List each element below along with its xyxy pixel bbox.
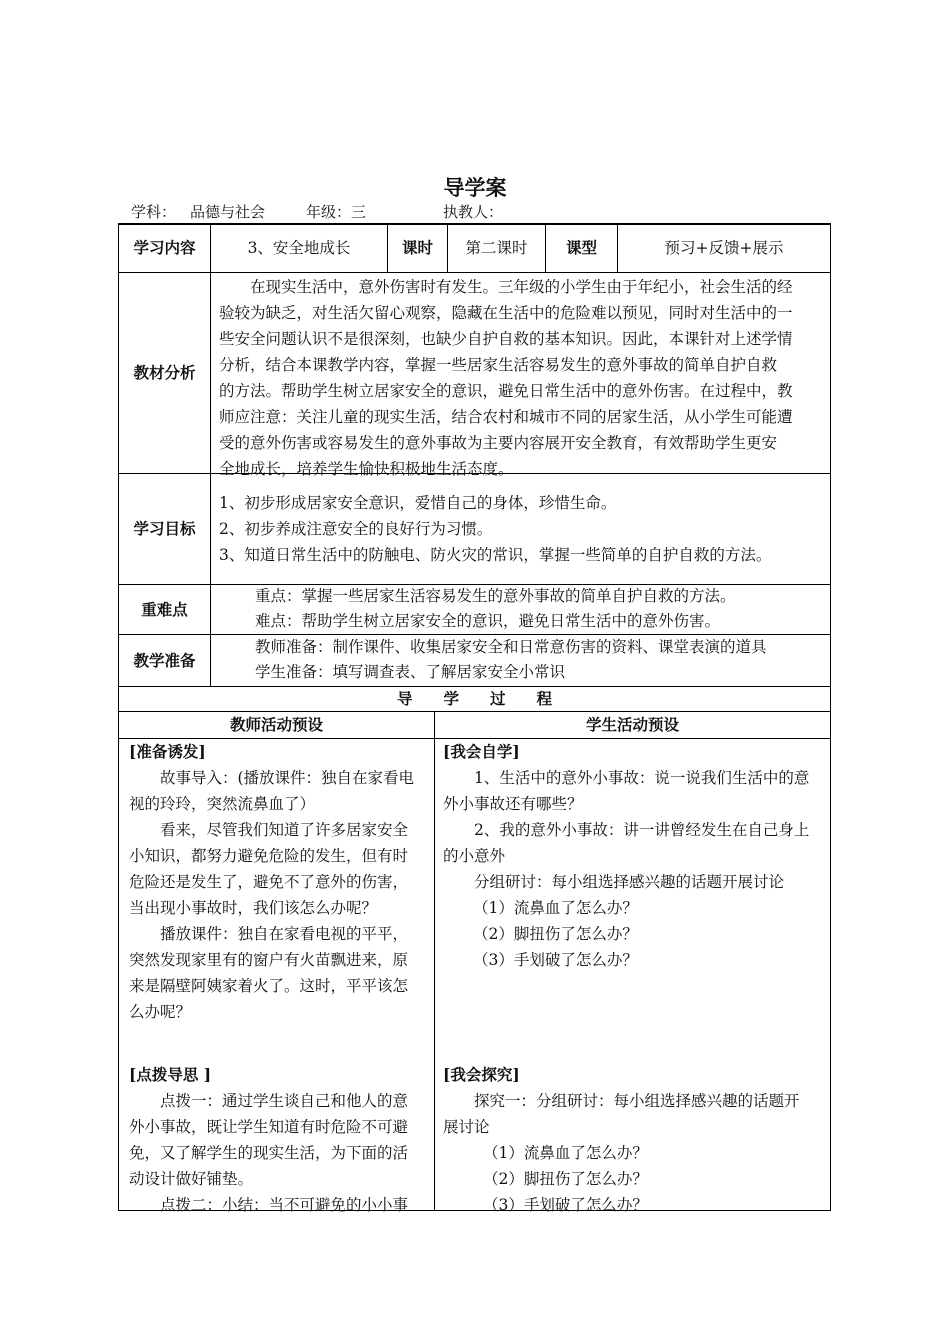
goals-label: 学习目标 [133, 520, 196, 538]
analysis-line: 验较为缺乏，对生活欠留心观察，隐藏在生活中的危险难以预见，同时对生活中的一 [219, 304, 793, 322]
teacher-section-2 [129, 1062, 431, 1218]
subject-label: 学科： [131, 203, 177, 221]
student-section-2 [443, 1062, 827, 1218]
teacher-sec2-title: [点拨导思 ] [129, 1065, 212, 1084]
teacher-sec2-line: 点拨一：通过学生谈自己和他人的意 [160, 1092, 409, 1110]
teacher-sec2-line: 外小事故，既让学生知道有时危险不可避 [129, 1118, 409, 1136]
teacher-sec1-line: 危险还是发生了，避免不了意外的伤害， [129, 873, 409, 891]
student-sec2-line: （2）脚扭伤了怎么办？ [483, 1170, 648, 1188]
goal-item: 3、知道日常生活中的防触电、防火灾的常识，掌握一些简单的自护自救的方法。 [219, 546, 772, 564]
teacher-col-header: 教师活动预设 [229, 716, 323, 734]
analysis-line: 受的意外伤害或容易发生的意外事故为主要内容展开安全教育，有效帮助学生更安 [219, 434, 778, 452]
teacher-sec1-line: 小知识，都努力避免危险的发生，但有时 [129, 847, 409, 865]
student-sec1-line: （2）脚扭伤了怎么办？ [473, 925, 638, 943]
student-sec1-line: 的小意外 [443, 847, 506, 865]
prep-student: 学生准备：填写调查表、了解居家安全小常识 [255, 663, 566, 681]
document-title: 导学案 [443, 176, 507, 200]
period-value: 第二课时 [465, 239, 528, 257]
analysis-line: 师应注意：关注儿童的现实生活，结合农村和城市不同的居家生活，从小学生可能遭 [219, 408, 793, 426]
teacher-sec2-line: 免，又了解学生的现实生活，为下面的活 [129, 1144, 409, 1162]
teacher-sec2-line: 动设计做好铺垫。 [129, 1170, 254, 1188]
student-sec1-line: 外小事故还有哪些？ [443, 795, 583, 813]
student-sec1-line: 分组研讨：每小组选择感兴趣的话题开展讨论 [474, 873, 785, 891]
teacher-sec1-title: [准备诱发] [129, 742, 206, 761]
teacher-section-1 [129, 739, 431, 1025]
goals-list [219, 490, 827, 568]
student-sec2-line: 探究一：分组研讨：每小组选择感兴趣的话题开 [474, 1092, 800, 1110]
teacher-label: 执教人： [443, 203, 504, 221]
type-value: 预习+反馈+展示 [664, 239, 784, 257]
student-sec1-title: [我会自学] [443, 742, 520, 761]
period-label: 课时 [401, 239, 433, 257]
goal-item: 2、初步养成注意安全的良好行为习惯。 [219, 520, 493, 538]
teacher-sec2-line: 点拨二：小结：当不可避免的小小事 [160, 1196, 409, 1214]
focus-text [255, 584, 825, 634]
teacher-sec1-line: 故事导入：(播放课件：独自在家看电 [160, 769, 415, 787]
analysis-line: 全地成长，培养学生愉快积极地生活态度。 [219, 460, 514, 478]
student-sec1-line: （3）手划破了怎么办？ [473, 951, 638, 969]
student-sec2-line: （1）流鼻血了怎么办？ [483, 1144, 648, 1162]
prep-teacher: 教师准备：制作课件、收集居家安全和日常意伤害的资料、课堂表演的道具 [255, 638, 767, 656]
student-sec2-title: [我会探究] [443, 1065, 520, 1084]
analysis-line: 在现实生活中，意外伤害时有发生。三年级的小学生由于年纪小，社会生活的经 [250, 278, 793, 296]
prep-text [255, 635, 825, 685]
student-sec1-line: （1）流鼻血了怎么办？ [473, 899, 638, 917]
process-title: 导 学 过 程 [396, 690, 552, 708]
analysis-line: 的方法。帮助学生树立居家安全的意识，避免日常生活中的意外伤害。在过程中，教 [219, 382, 793, 400]
focus-key: 重点：掌握一些居家生活容易发生的意外事故的简单自护自救的方法。 [255, 587, 736, 605]
focus-label: 重难点 [141, 600, 188, 619]
prep-label: 教学准备 [133, 651, 196, 670]
analysis-text [219, 274, 827, 482]
analysis-label: 教材分析 [133, 364, 196, 382]
teacher-sec1-line: 当出现小事故时，我们该怎么办呢？ [129, 899, 378, 917]
goal-item: 1、初步形成居家安全意识，爱惜自己的身体，珍惜生命。 [219, 494, 617, 512]
teacher-sec1-line: 视的玲玲，突然流鼻血了） [129, 795, 316, 813]
grade-label: 年级：三 [306, 203, 367, 221]
teacher-sec1-line: 来是隔壁阿姨家着火了。这时，平平该怎 [129, 977, 409, 995]
content-label: 学习内容 [133, 239, 196, 257]
student-section-1 [443, 739, 827, 973]
teacher-sec1-line: 么办呢？ [129, 1003, 192, 1021]
type-label: 课型 [565, 239, 597, 257]
focus-difficult: 难点：帮助学生树立居家安全的意识，避免日常生活中的意外伤害。 [255, 612, 721, 630]
student-sec1-line: 1、生活中的意外小事故：说一说我们生活中的意 [474, 769, 810, 787]
student-sec1-line: 2、我的意外小事故：讲一讲曾经发生在自己身上 [474, 821, 810, 839]
student-sec2-line: 展讨论 [443, 1118, 490, 1136]
student-sec2-line: （3）手划破了怎么办？ [483, 1196, 648, 1214]
content-value: 3、安全地成长 [247, 239, 351, 257]
subject-value: 品德与社会 [190, 203, 266, 221]
teacher-sec1-line: 播放课件：独自在家看电视的平平， [160, 925, 409, 943]
analysis-line: 些安全问题认识不是很深刻，也缺少自护自救的基本知识。因此，本课针对上述学情 [219, 330, 793, 348]
student-col-header: 学生活动预设 [585, 716, 679, 734]
teacher-sec1-line: 看来，尽管我们知道了许多居家安全 [160, 821, 409, 839]
teacher-sec1-line: 突然发现家里有的窗户有火苗飘进来，原 [129, 951, 409, 969]
analysis-line: 分析，结合本课教学内容，掌握一些居家生活容易发生的意外事故的简单自护自救 [219, 356, 778, 374]
